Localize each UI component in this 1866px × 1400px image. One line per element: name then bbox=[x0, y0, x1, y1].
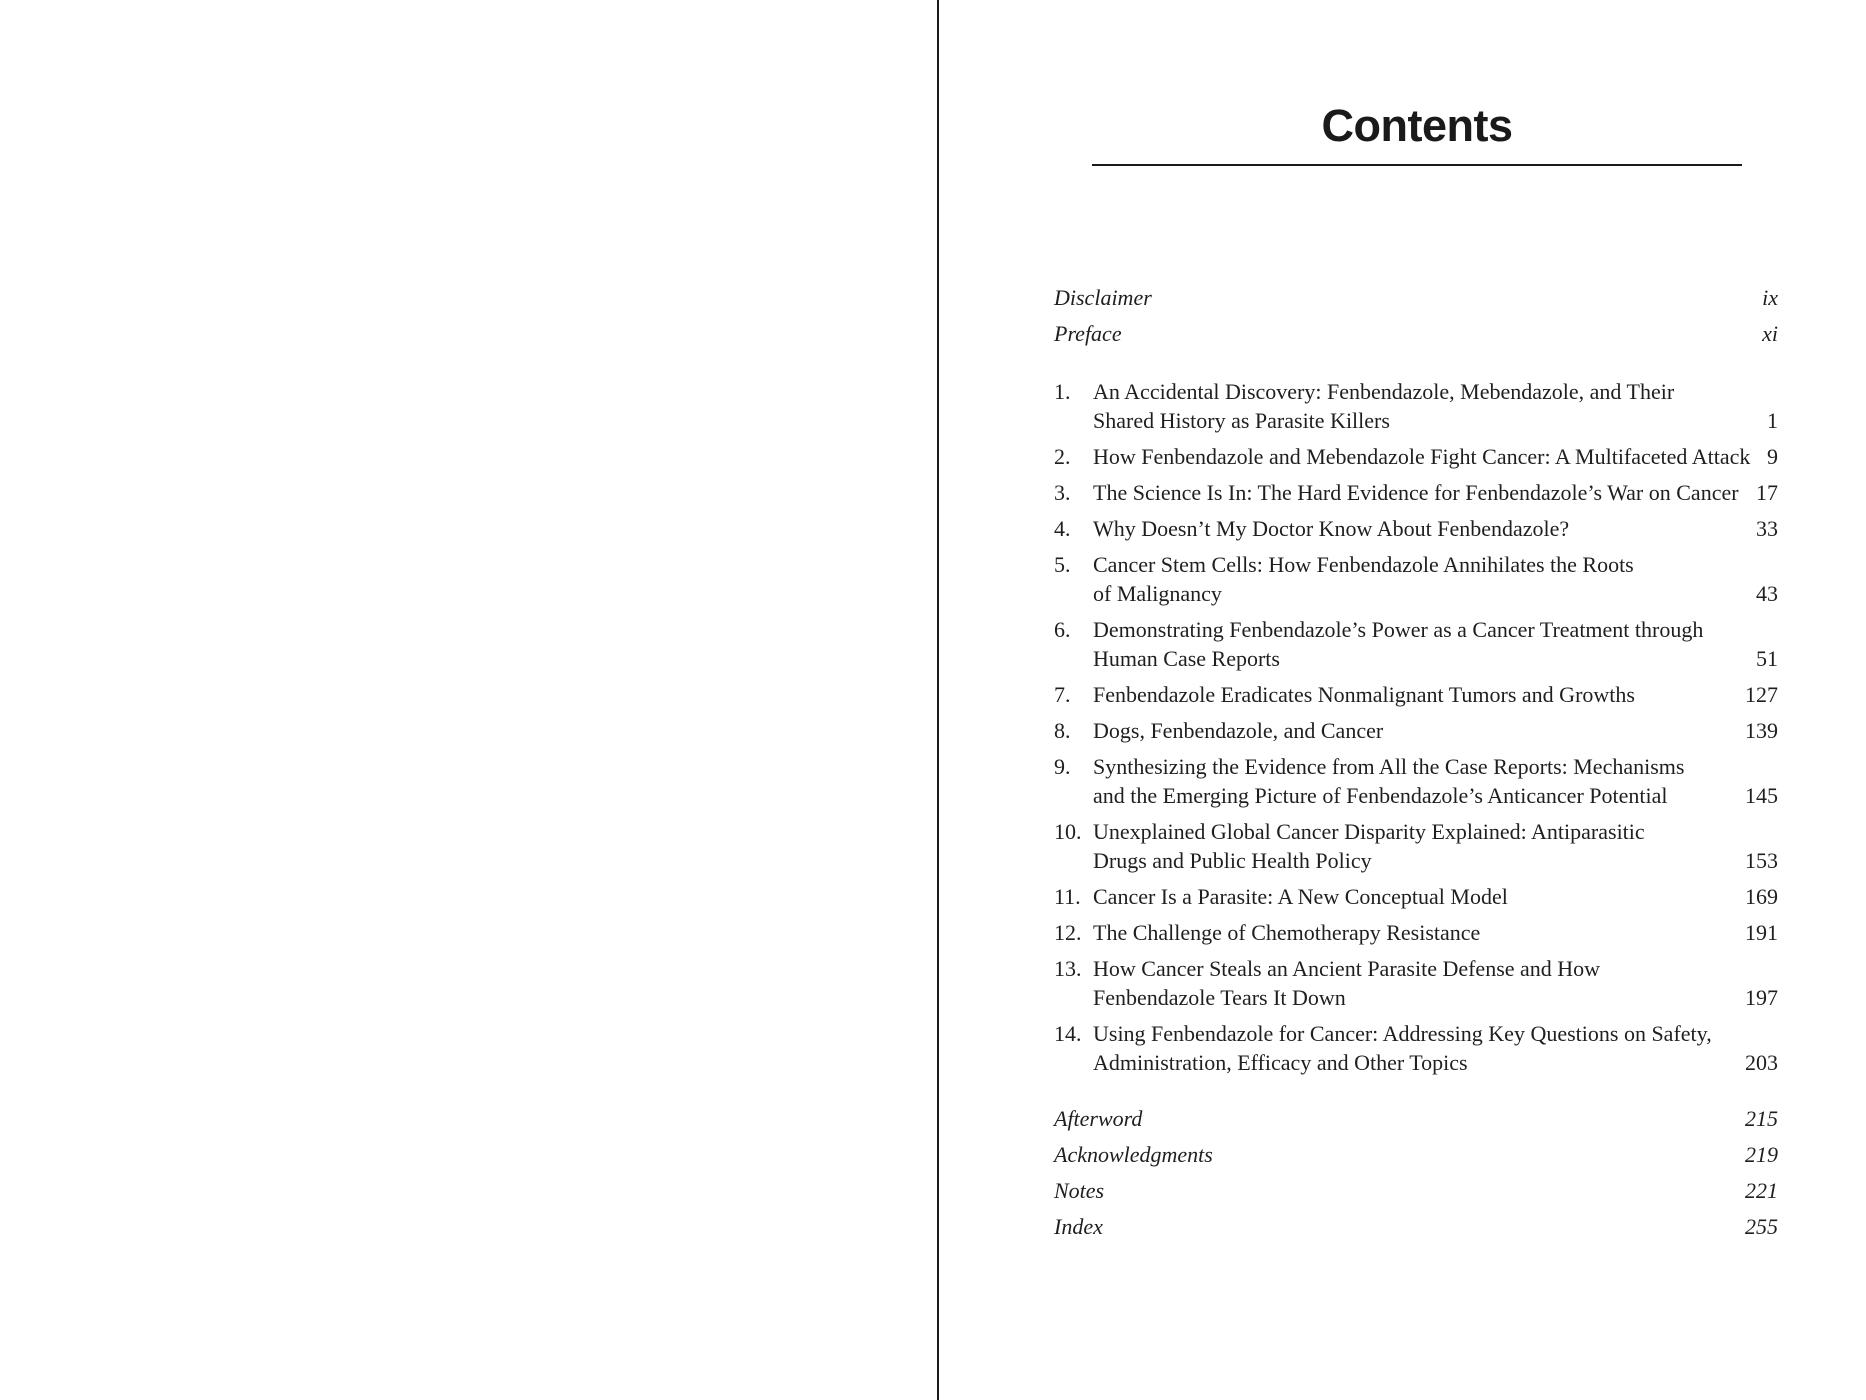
toc-entry-label: Notes bbox=[1054, 1178, 1105, 1203]
page-title: Contents bbox=[1321, 100, 1513, 151]
toc-entry-page: ix bbox=[1762, 285, 1778, 310]
chapter-title-line: Fenbendazole Eradicates Nonmalignant Tumors and Growths bbox=[1093, 682, 1635, 707]
chapter-title bbox=[1093, 752, 1733, 810]
chapter-page: 139 bbox=[1745, 718, 1778, 743]
chapter-title-line: Cancer Is a Parasite: A New Conceptual Model bbox=[1093, 884, 1508, 909]
chapter-number: 12. bbox=[1054, 920, 1082, 945]
toc-chapter-6[interactable] bbox=[1054, 615, 1778, 673]
chapter-title bbox=[1093, 478, 1739, 507]
toc-entry-label: Preface bbox=[1054, 321, 1122, 346]
toc-chapter-4[interactable] bbox=[1054, 514, 1778, 543]
chapter-title-line: Why Doesn’t My Doctor Know About Fenbendazole? bbox=[1093, 516, 1570, 541]
chapter-title-line: Shared History as Parasite Killers bbox=[1093, 408, 1390, 433]
chapter-title bbox=[1093, 514, 1733, 543]
chapter-number: 9. bbox=[1054, 754, 1071, 779]
chapter-title-line: Unexplained Global Cancer Disparity Explained: Antiparasitic bbox=[1093, 819, 1645, 844]
chapter-number: 2. bbox=[1054, 444, 1071, 469]
toc-chapter-1[interactable] bbox=[1054, 377, 1778, 435]
chapter-title-line: of Malignancy bbox=[1093, 581, 1222, 606]
toc-chapter-8[interactable] bbox=[1054, 716, 1778, 745]
chapter-title bbox=[1093, 550, 1733, 608]
chapter-page: 153 bbox=[1745, 848, 1778, 873]
chapter-title bbox=[1093, 882, 1733, 911]
toc-chapter-14[interactable] bbox=[1054, 1019, 1778, 1077]
chapter-number: 5. bbox=[1054, 552, 1071, 577]
chapter-title-line: Synthesizing the Evidence from All the Case Reports: Mechanisms bbox=[1093, 754, 1685, 779]
chapter-page: 1 bbox=[1767, 408, 1778, 433]
toc-chapter-2[interactable] bbox=[1054, 442, 1778, 471]
toc-entry-label: Afterword bbox=[1054, 1106, 1143, 1131]
chapter-page: 145 bbox=[1745, 783, 1778, 808]
toc-entry-index[interactable] bbox=[1054, 1212, 1778, 1241]
chapter-title bbox=[1093, 615, 1733, 673]
chapter-title-line: Demonstrating Fenbendazole’s Power as a Cancer Treatment through bbox=[1093, 617, 1704, 642]
chapter-title-line: The Science Is In: The Hard Evidence for Fenbendazole’s War on Cancer bbox=[1093, 480, 1739, 505]
toc-chapter-12[interactable] bbox=[1054, 918, 1778, 947]
chapter-title bbox=[1093, 442, 1751, 471]
toc-chapter-7[interactable] bbox=[1054, 680, 1778, 709]
chapter-page: 197 bbox=[1745, 985, 1778, 1010]
chapter-title-line: How Cancer Steals an Ancient Parasite Defense and How bbox=[1093, 956, 1601, 981]
chapter-number: 11. bbox=[1054, 884, 1081, 909]
chapter-title-line: How Fenbendazole and Mebendazole Fight Cancer: A Multifaceted Attack bbox=[1093, 444, 1751, 469]
chapter-title bbox=[1093, 817, 1733, 875]
chapter-number: 14. bbox=[1054, 1021, 1082, 1046]
chapter-page: 9 bbox=[1767, 444, 1778, 469]
chapter-page: 203 bbox=[1745, 1050, 1778, 1075]
chapter-title-line: Administration, Efficacy and Other Topics bbox=[1093, 1050, 1468, 1075]
toc-entry-page: 221 bbox=[1745, 1178, 1778, 1203]
toc-chapter-5[interactable] bbox=[1054, 550, 1778, 608]
toc-entry-notes[interactable] bbox=[1054, 1176, 1778, 1205]
chapter-title-line: Cancer Stem Cells: How Fenbendazole Annihilates the Roots bbox=[1093, 552, 1634, 577]
chapter-number: 13. bbox=[1054, 956, 1082, 981]
chapter-title bbox=[1093, 1019, 1733, 1077]
toc-entry-disclaimer[interactable] bbox=[1054, 283, 1778, 312]
toc-entry-page: 255 bbox=[1745, 1214, 1778, 1239]
chapter-page: 51 bbox=[1756, 646, 1778, 671]
chapter-title-line: Dogs, Fenbendazole, and Cancer bbox=[1093, 718, 1384, 743]
chapter-number: 3. bbox=[1054, 480, 1071, 505]
toc-entry-label: Disclaimer bbox=[1054, 285, 1152, 310]
toc-chapter-11[interactable] bbox=[1054, 882, 1778, 911]
chapter-title bbox=[1093, 716, 1733, 745]
chapter-number: 7. bbox=[1054, 682, 1071, 707]
toc-chapter-10[interactable] bbox=[1054, 817, 1778, 875]
chapter-number: 1. bbox=[1054, 379, 1071, 404]
chapter-title bbox=[1093, 954, 1733, 1012]
chapter-title bbox=[1093, 680, 1733, 709]
chapter-title bbox=[1093, 918, 1733, 947]
chapter-title-line: The Challenge of Chemotherapy Resistance bbox=[1093, 920, 1481, 945]
chapter-number: 4. bbox=[1054, 516, 1071, 541]
chapter-number: 10. bbox=[1054, 819, 1082, 844]
toc-entry-page: xi bbox=[1762, 321, 1778, 346]
chapter-number: 6. bbox=[1054, 617, 1071, 642]
chapter-page: 43 bbox=[1756, 581, 1778, 606]
chapter-page: 17 bbox=[1756, 480, 1778, 505]
toc-entry-page: 215 bbox=[1745, 1106, 1778, 1131]
chapter-page: 191 bbox=[1745, 920, 1778, 945]
chapter-page: 127 bbox=[1745, 682, 1778, 707]
chapter-title-line: Fenbendazole Tears It Down bbox=[1093, 985, 1346, 1010]
page-gutter-line bbox=[937, 0, 939, 1400]
toc-chapter-3[interactable] bbox=[1054, 478, 1778, 507]
toc-entry-label: Acknowledgments bbox=[1054, 1142, 1213, 1167]
toc-entry-label: Index bbox=[1054, 1214, 1103, 1239]
title-rule bbox=[1092, 164, 1742, 166]
toc-chapter-9[interactable] bbox=[1054, 752, 1778, 810]
toc-entry-afterword[interactable] bbox=[1054, 1104, 1778, 1133]
chapter-title-line: Drugs and Public Health Policy bbox=[1093, 848, 1372, 873]
toc-entry-preface[interactable] bbox=[1054, 319, 1778, 348]
chapter-title-line: Human Case Reports bbox=[1093, 646, 1280, 671]
chapter-number: 8. bbox=[1054, 718, 1071, 743]
chapter-title-line: Using Fenbendazole for Cancer: Addressing Key Questions on Safety, bbox=[1093, 1021, 1712, 1046]
chapter-title-line: and the Emerging Picture of Fenbendazole’s Anticancer Potential bbox=[1093, 783, 1668, 808]
toc-chapter-13[interactable] bbox=[1054, 954, 1778, 1012]
chapter-page: 33 bbox=[1756, 516, 1778, 541]
chapter-page: 169 bbox=[1745, 884, 1778, 909]
chapter-title bbox=[1093, 377, 1733, 435]
chapter-title-line: An Accidental Discovery: Fenbendazole, Mebendazole, and Their bbox=[1093, 379, 1675, 404]
toc-entry-acknowledgments[interactable] bbox=[1054, 1140, 1778, 1169]
toc-entry-page: 219 bbox=[1745, 1142, 1778, 1167]
